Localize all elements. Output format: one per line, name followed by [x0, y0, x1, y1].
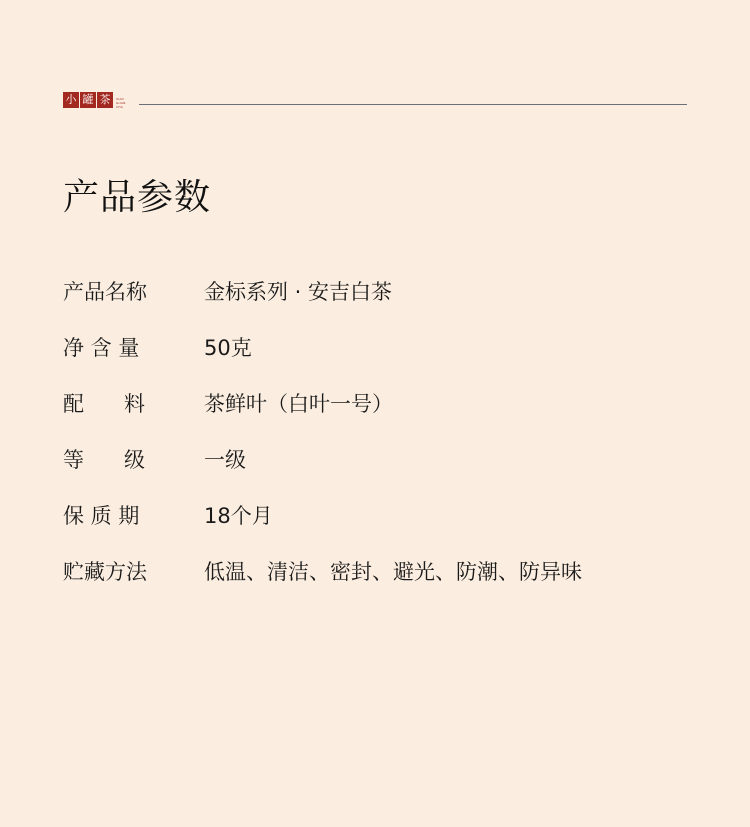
param-value: 50克 [204, 336, 252, 360]
param-label: 保 质 期 [63, 504, 140, 528]
param-row-product-name [63, 272, 703, 328]
param-row-shelf-life [63, 496, 703, 552]
logo-char-2: 罐 [80, 92, 96, 108]
param-value: 茶鲜叶（白叶一号） [204, 392, 393, 416]
brand-logo [63, 92, 128, 109]
param-value: 金标系列 · 安吉白茶 [204, 280, 393, 304]
logo-subtext-line-2: CHA [116, 105, 124, 109]
param-row-grade [63, 440, 703, 496]
param-label: 净 含 量 [63, 336, 140, 360]
param-row-ingredients [63, 384, 703, 440]
product-params-list [63, 272, 703, 608]
logo-char-3: 茶 [97, 92, 113, 108]
logo-char-1: 小 [63, 92, 79, 108]
param-value: 低温、清洁、密封、避光、防潮、防异味 [204, 560, 582, 584]
brand-header [63, 92, 687, 108]
header-divider [139, 104, 687, 105]
param-value: 一级 [204, 448, 246, 472]
param-label: 产品名称 [63, 280, 147, 304]
param-row-storage [63, 552, 703, 608]
param-label: 等 级 [63, 448, 146, 472]
param-value: 18个月 [204, 504, 273, 528]
logo-subtext [116, 97, 128, 109]
page-title: 产品参数 [63, 177, 212, 218]
param-row-net-content [63, 328, 703, 384]
param-label: 配 料 [63, 392, 146, 416]
param-label: 贮藏方法 [63, 560, 147, 584]
logo-subtext-line-1: XIAO GUAN [116, 97, 126, 105]
